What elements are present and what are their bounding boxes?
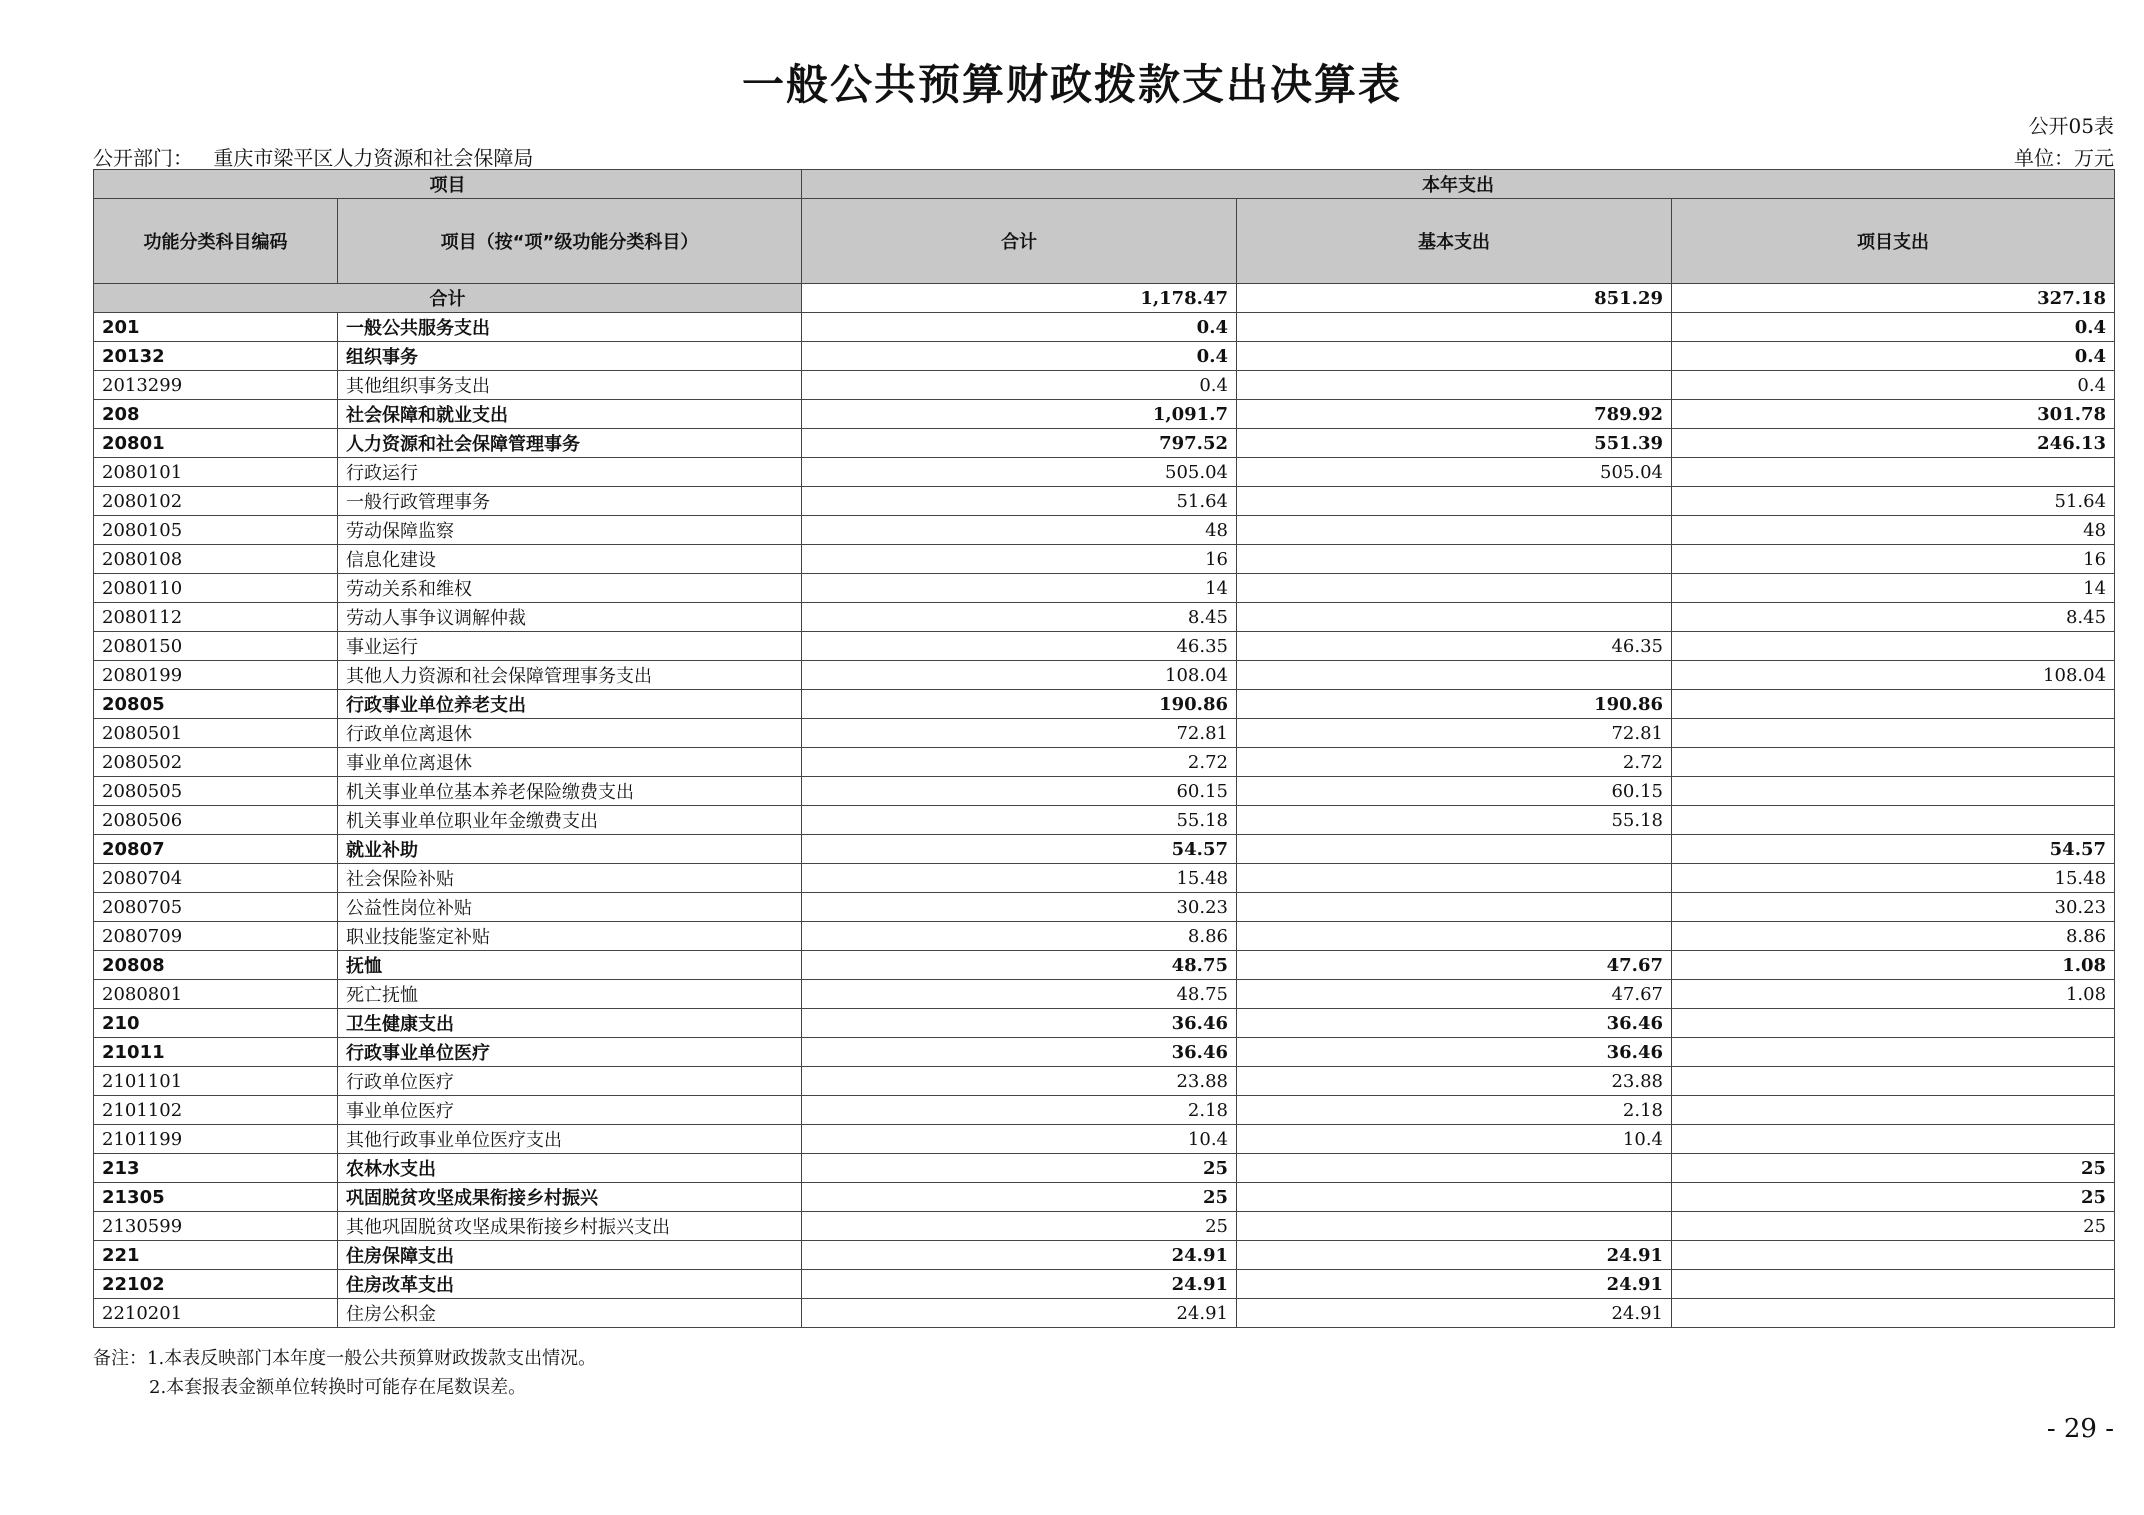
table-row: [94, 1067, 2115, 1096]
cell-basic: 47.67: [1237, 951, 1672, 980]
cell-project: [1672, 806, 2115, 835]
cell-basic: 2.18: [1237, 1096, 1672, 1125]
cell-total: 48: [802, 516, 1237, 545]
table-row: [94, 893, 2115, 922]
header-group-row: [94, 170, 2115, 199]
cell-basic: 24.91: [1237, 1270, 1672, 1299]
page-number: - 29 -: [2046, 1414, 2114, 1444]
table-row: [94, 719, 2115, 748]
cell-name: 其他组织事务支出: [338, 371, 802, 400]
cell-total: 48.75: [802, 951, 1237, 980]
cell-total: 24.91: [802, 1299, 1237, 1328]
cell-name: 巩固脱贫攻坚成果衔接乡村振兴: [338, 1183, 802, 1212]
cell-total: 14: [802, 574, 1237, 603]
cell-basic: 60.15: [1237, 777, 1672, 806]
department-name: 重庆市梁平区人力资源和社会保障局: [213, 146, 534, 170]
cell-basic: [1237, 893, 1672, 922]
cell-code: 210: [94, 1009, 338, 1038]
cell-total: 25: [802, 1154, 1237, 1183]
cell-total: 0.4: [802, 313, 1237, 342]
cell-code: 2080801: [94, 980, 338, 1009]
cell-total: 36.46: [802, 1009, 1237, 1038]
cell-project: 8.86: [1672, 922, 2115, 951]
cell-project: [1672, 748, 2115, 777]
cell-code: 2101101: [94, 1067, 338, 1096]
header-project: 项目支出: [1672, 199, 2115, 284]
cell-project: [1672, 1299, 2115, 1328]
cell-basic: 551.39: [1237, 429, 1672, 458]
cell-basic: [1237, 864, 1672, 893]
cell-name: 行政运行: [338, 458, 802, 487]
cell-total: 10.4: [802, 1125, 1237, 1154]
header-name: 项目（按“项”级功能分类科目）: [338, 199, 802, 284]
cell-name: 公益性岗位补贴: [338, 893, 802, 922]
cell-total: 1,091.7: [802, 400, 1237, 429]
cell-basic: [1237, 661, 1672, 690]
cell-basic: [1237, 313, 1672, 342]
cell-name: 行政事业单位养老支出: [338, 690, 802, 719]
cell-name: 社会保障和就业支出: [338, 400, 802, 429]
cell-name: 其他行政事业单位医疗支出: [338, 1125, 802, 1154]
cell-project: 15.48: [1672, 864, 2115, 893]
cell-code: 2101102: [94, 1096, 338, 1125]
cell-code: 2080704: [94, 864, 338, 893]
cell-project: 1.08: [1672, 980, 2115, 1009]
cell-code: 2080199: [94, 661, 338, 690]
cell-project: 51.64: [1672, 487, 2115, 516]
cell-total: 54.57: [802, 835, 1237, 864]
cell-basic: 36.46: [1237, 1038, 1672, 1067]
cell-code: 22102: [94, 1270, 338, 1299]
table-row: [94, 951, 2115, 980]
table-row: [94, 690, 2115, 719]
table-row: [94, 574, 2115, 603]
cell-code: 2080105: [94, 516, 338, 545]
cell-basic: [1237, 1154, 1672, 1183]
cell-project: [1672, 1125, 2115, 1154]
cell-name: 就业补助: [338, 835, 802, 864]
table-row: [94, 487, 2115, 516]
cell-code: 2080112: [94, 603, 338, 632]
cell-total: 23.88: [802, 1067, 1237, 1096]
cell-total: 797.52: [802, 429, 1237, 458]
cell-name: 行政单位离退休: [338, 719, 802, 748]
cell-code: 2080502: [94, 748, 338, 777]
cell-name: 劳动保障监察: [338, 516, 802, 545]
cell-total: 55.18: [802, 806, 1237, 835]
table-row: [94, 1299, 2115, 1328]
header-total: 合计: [802, 199, 1237, 284]
table-row: [94, 545, 2115, 574]
cell-code: 21305: [94, 1183, 338, 1212]
cell-basic: 23.88: [1237, 1067, 1672, 1096]
cell-project: 8.45: [1672, 603, 2115, 632]
cell-total: 15.48: [802, 864, 1237, 893]
cell-basic: 10.4: [1237, 1125, 1672, 1154]
note-line-1: 备注：1.本表反映部门本年度一般公共预算财政拨款支出情况。: [93, 1348, 597, 1369]
cell-name: 事业单位离退休: [338, 748, 802, 777]
cell-name: 行政事业单位医疗: [338, 1038, 802, 1067]
cell-name: 一般公共服务支出: [338, 313, 802, 342]
table-row: [94, 1241, 2115, 1270]
table-row: [94, 429, 2115, 458]
cell-name: 住房改革支出: [338, 1270, 802, 1299]
cell-basic: [1237, 545, 1672, 574]
department-label: 公开部门：: [93, 146, 193, 170]
total-row: [94, 284, 2115, 313]
cell-code: 2080101: [94, 458, 338, 487]
cell-name: 其他人力资源和社会保障管理事务支出: [338, 661, 802, 690]
cell-name: 事业单位医疗: [338, 1096, 802, 1125]
cell-project: 0.4: [1672, 313, 2115, 342]
table-row: [94, 777, 2115, 806]
cell-name: 住房公积金: [338, 1299, 802, 1328]
table-row: [94, 1038, 2115, 1067]
cell-total: 0.4: [802, 371, 1237, 400]
header-basic: 基本支出: [1237, 199, 1672, 284]
cell-basic: [1237, 487, 1672, 516]
cell-project: [1672, 1009, 2115, 1038]
cell-basic: 36.46: [1237, 1009, 1672, 1038]
cell-project: 0.4: [1672, 371, 2115, 400]
total-project: 327.18: [1672, 284, 2115, 313]
cell-name: 机关事业单位基本养老保险缴费支出: [338, 777, 802, 806]
cell-project: [1672, 777, 2115, 806]
cell-name: 人力资源和社会保障管理事务: [338, 429, 802, 458]
cell-code: 2080102: [94, 487, 338, 516]
table-row: [94, 516, 2115, 545]
cell-code: 2080110: [94, 574, 338, 603]
cell-total: 30.23: [802, 893, 1237, 922]
cell-name: 死亡抚恤: [338, 980, 802, 1009]
cell-total: 25: [802, 1183, 1237, 1212]
cell-basic: 24.91: [1237, 1241, 1672, 1270]
cell-total: 72.81: [802, 719, 1237, 748]
cell-name: 农林水支出: [338, 1154, 802, 1183]
cell-code: 21011: [94, 1038, 338, 1067]
table-row: [94, 313, 2115, 342]
cell-basic: [1237, 371, 1672, 400]
cell-basic: [1237, 342, 1672, 371]
cell-name: 信息化建设: [338, 545, 802, 574]
cell-project: 25: [1672, 1154, 2115, 1183]
cell-basic: [1237, 574, 1672, 603]
table-row: [94, 806, 2115, 835]
table-row: [94, 980, 2115, 1009]
table-row: [94, 1154, 2115, 1183]
table-row: [94, 632, 2115, 661]
cell-name: 劳动人事争议调解仲裁: [338, 603, 802, 632]
cell-project: 246.13: [1672, 429, 2115, 458]
cell-code: 20808: [94, 951, 338, 980]
cell-code: 208: [94, 400, 338, 429]
cell-code: 2080150: [94, 632, 338, 661]
cell-code: 2080501: [94, 719, 338, 748]
table-row: [94, 1009, 2115, 1038]
cell-total: 0.4: [802, 342, 1237, 371]
cell-total: 60.15: [802, 777, 1237, 806]
cell-project: [1672, 1038, 2115, 1067]
cell-basic: [1237, 1183, 1672, 1212]
cell-basic: [1237, 516, 1672, 545]
unit-label: 单位：万元: [2014, 146, 2114, 170]
cell-name: 机关事业单位职业年金缴费支出: [338, 806, 802, 835]
header-group-item: 项目: [94, 170, 802, 199]
cell-project: [1672, 632, 2115, 661]
cell-basic: 47.67: [1237, 980, 1672, 1009]
cell-project: 108.04: [1672, 661, 2115, 690]
cell-project: [1672, 1241, 2115, 1270]
table-row: [94, 835, 2115, 864]
cell-name: 卫生健康支出: [338, 1009, 802, 1038]
cell-total: 108.04: [802, 661, 1237, 690]
cell-code: 213: [94, 1154, 338, 1183]
header-code: 功能分类科目编码: [94, 199, 338, 284]
cell-total: 51.64: [802, 487, 1237, 516]
cell-project: 48: [1672, 516, 2115, 545]
cell-code: 2080505: [94, 777, 338, 806]
cell-total: 24.91: [802, 1270, 1237, 1299]
form-number: 公开05表: [2028, 114, 2114, 138]
cell-code: 20807: [94, 835, 338, 864]
cell-name: 事业运行: [338, 632, 802, 661]
cell-name: 一般行政管理事务: [338, 487, 802, 516]
cell-code: 2080108: [94, 545, 338, 574]
cell-code: 20801: [94, 429, 338, 458]
cell-name: 劳动关系和维权: [338, 574, 802, 603]
cell-total: 48.75: [802, 980, 1237, 1009]
cell-project: [1672, 719, 2115, 748]
cell-project: 1.08: [1672, 951, 2115, 980]
cell-total: 8.45: [802, 603, 1237, 632]
notes: [93, 1344, 596, 1402]
cell-basic: 2.72: [1237, 748, 1672, 777]
cell-project: [1672, 690, 2115, 719]
cell-total: 24.91: [802, 1241, 1237, 1270]
cell-code: 20132: [94, 342, 338, 371]
cell-code: 2130599: [94, 1212, 338, 1241]
cell-code: 201: [94, 313, 338, 342]
department: [93, 142, 533, 171]
cell-code: 2080705: [94, 893, 338, 922]
cell-total: 36.46: [802, 1038, 1237, 1067]
cell-basic: 24.91: [1237, 1299, 1672, 1328]
table-row: [94, 1096, 2115, 1125]
expenditure-table: [93, 169, 2115, 1328]
cell-total: 2.18: [802, 1096, 1237, 1125]
total-label: 合计: [94, 284, 802, 313]
table-row: [94, 1270, 2115, 1299]
cell-total: 25: [802, 1212, 1237, 1241]
header-column-row: [94, 199, 2115, 284]
cell-basic: [1237, 922, 1672, 951]
cell-total: 2.72: [802, 748, 1237, 777]
cell-project: 30.23: [1672, 893, 2115, 922]
table-row: [94, 661, 2115, 690]
cell-project: 14: [1672, 574, 2115, 603]
cell-name: 抚恤: [338, 951, 802, 980]
table-row: [94, 1183, 2115, 1212]
cell-project: [1672, 1067, 2115, 1096]
page-title: 一般公共预算财政拨款支出决算表: [741, 60, 1402, 109]
table-row: [94, 922, 2115, 951]
cell-project: 25: [1672, 1212, 2115, 1241]
header-group-expenditure: 本年支出: [802, 170, 2115, 199]
cell-basic: 505.04: [1237, 458, 1672, 487]
cell-basic: [1237, 1212, 1672, 1241]
table-row: [94, 400, 2115, 429]
cell-basic: 72.81: [1237, 719, 1672, 748]
table-row: [94, 1212, 2115, 1241]
cell-total: 505.04: [802, 458, 1237, 487]
cell-project: 25: [1672, 1183, 2115, 1212]
note-line-2: 2.本套报表金额单位转换时可能存在尾数误差。: [149, 1377, 527, 1398]
cell-total: 16: [802, 545, 1237, 574]
cell-name: 其他巩固脱贫攻坚成果衔接乡村振兴支出: [338, 1212, 802, 1241]
cell-project: 54.57: [1672, 835, 2115, 864]
cell-code: 2210201: [94, 1299, 338, 1328]
total-basic: 851.29: [1237, 284, 1672, 313]
cell-code: 221: [94, 1241, 338, 1270]
cell-name: 行政单位医疗: [338, 1067, 802, 1096]
cell-code: 20805: [94, 690, 338, 719]
cell-basic: 190.86: [1237, 690, 1672, 719]
cell-basic: 46.35: [1237, 632, 1672, 661]
cell-project: 0.4: [1672, 342, 2115, 371]
cell-project: 301.78: [1672, 400, 2115, 429]
table-row: [94, 864, 2115, 893]
cell-name: 职业技能鉴定补贴: [338, 922, 802, 951]
cell-total: 190.86: [802, 690, 1237, 719]
cell-total: 46.35: [802, 632, 1237, 661]
cell-code: 2013299: [94, 371, 338, 400]
cell-code: 2080709: [94, 922, 338, 951]
cell-code: 2080506: [94, 806, 338, 835]
table-row: [94, 603, 2115, 632]
table-row: [94, 1125, 2115, 1154]
cell-name: 住房保障支出: [338, 1241, 802, 1270]
cell-name: 组织事务: [338, 342, 802, 371]
table-row: [94, 458, 2115, 487]
cell-project: [1672, 458, 2115, 487]
cell-name: 社会保险补贴: [338, 864, 802, 893]
total-amount: 1,178.47: [802, 284, 1237, 313]
cell-project: [1672, 1096, 2115, 1125]
cell-project: [1672, 1270, 2115, 1299]
cell-basic: [1237, 603, 1672, 632]
cell-basic: 789.92: [1237, 400, 1672, 429]
cell-project: 16: [1672, 545, 2115, 574]
cell-total: 8.86: [802, 922, 1237, 951]
table-row: [94, 748, 2115, 777]
table-row: [94, 371, 2115, 400]
cell-basic: 55.18: [1237, 806, 1672, 835]
table-row: [94, 342, 2115, 371]
cell-basic: [1237, 835, 1672, 864]
cell-code: 2101199: [94, 1125, 338, 1154]
